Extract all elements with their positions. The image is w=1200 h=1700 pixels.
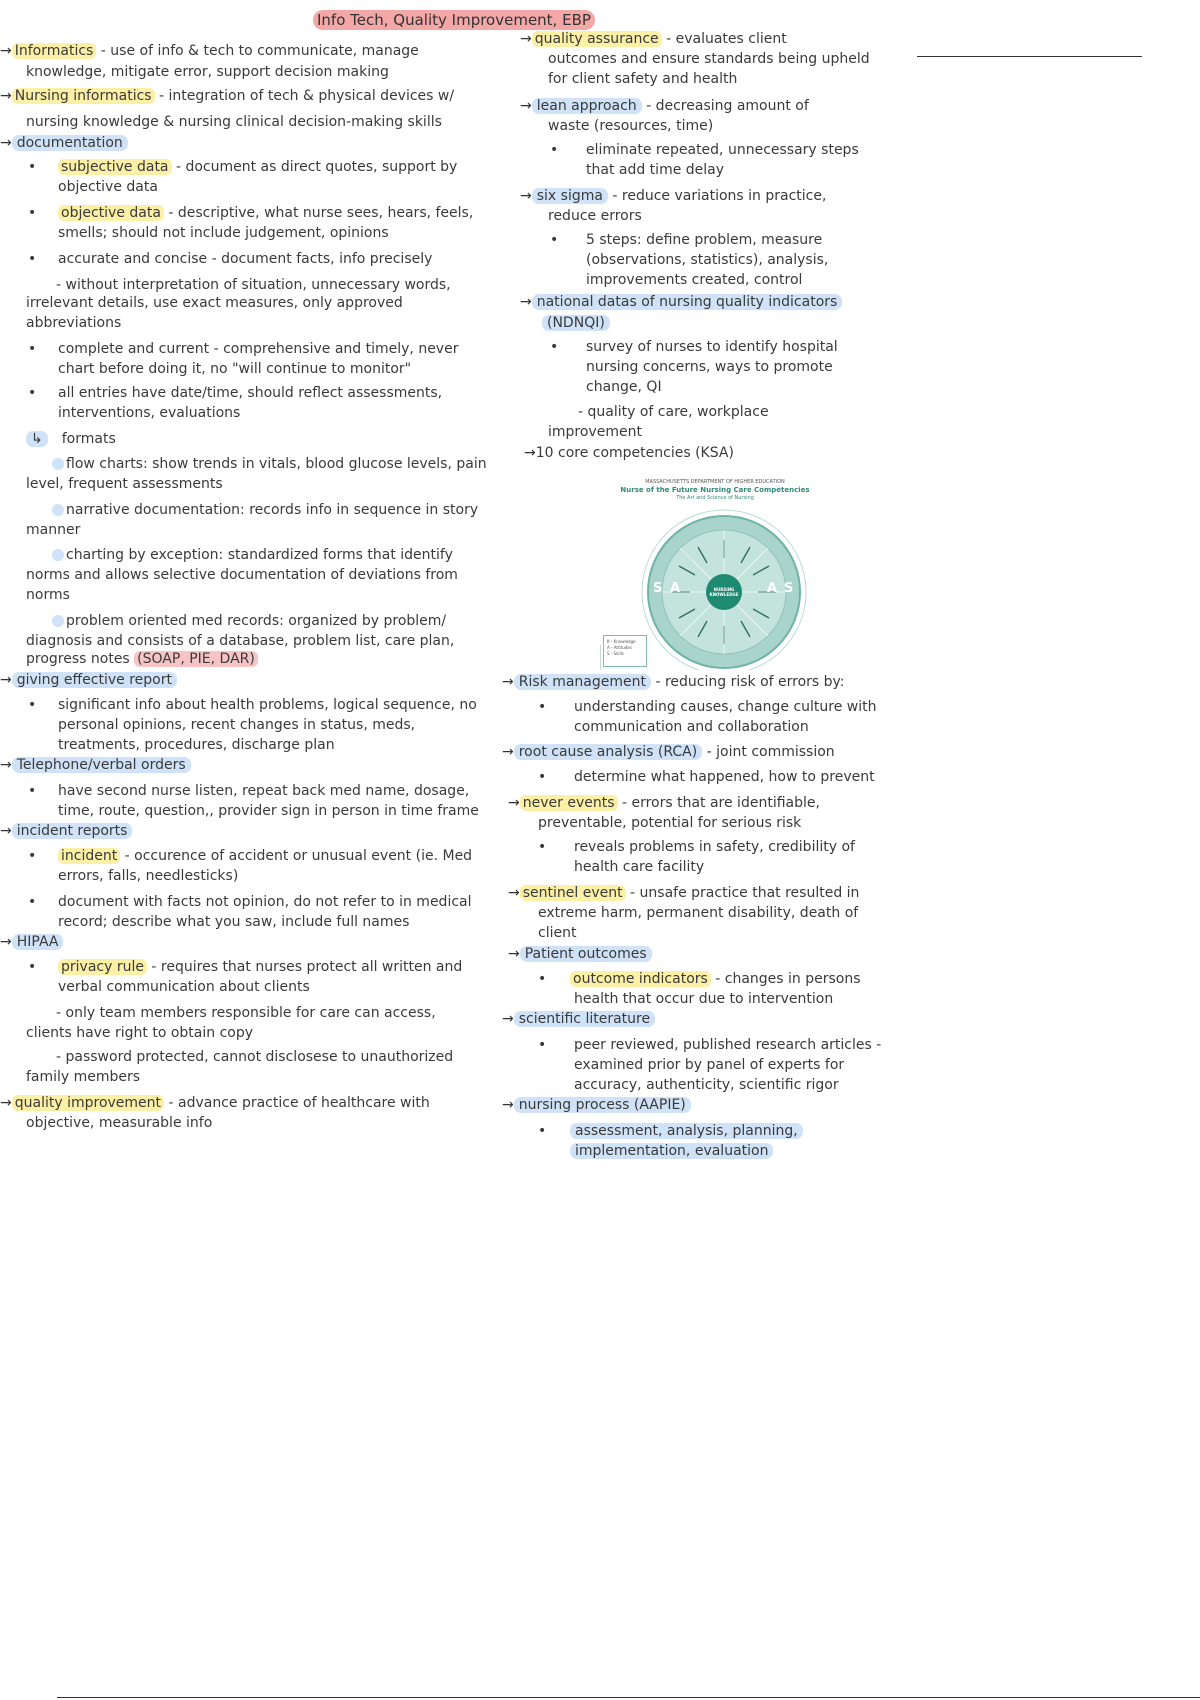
- informatics-cont: knowledge, mitigate error, support decision making: [26, 64, 389, 80]
- arrow-icon: →: [508, 885, 520, 901]
- six-bullet-1: 5 steps: define problem, measure: [586, 232, 823, 248]
- report-line-3: treatments, procedures, discharge plan: [58, 737, 335, 753]
- bullet: •: [538, 839, 547, 855]
- formats-label: formats: [61, 431, 116, 447]
- bullet: •: [28, 894, 37, 910]
- never-bullet-2: health care facility: [574, 859, 705, 875]
- ndnqi-sub-2: improvement: [548, 424, 642, 440]
- ndnqi-line: [520, 292, 842, 312]
- competency-wheel-figure: [600, 470, 830, 670]
- ndnqi-bullet-3: change, QI: [586, 379, 662, 395]
- cbe-line-3: norms: [26, 587, 70, 603]
- bullet: •: [538, 769, 547, 785]
- subjective-def: - document as direct quotes, support by: [171, 159, 458, 175]
- rca-line: [502, 742, 835, 762]
- report-heading: [0, 670, 177, 690]
- without-line-3: abbreviations: [26, 315, 122, 331]
- incident-doc-2: record; describe what you saw, include full names: [58, 914, 410, 930]
- qi-cont: objective, measurable info: [26, 1115, 213, 1131]
- arrow-icon: →: [0, 43, 12, 59]
- subjective-term: subjective data: [58, 159, 172, 175]
- incident-cont: errors, falls, needlesticks): [58, 868, 239, 884]
- six-sigma-def: - reduce variations in practice,: [607, 188, 827, 204]
- ndnqi-bullet-1: survey of nurses to identify hospital: [586, 339, 838, 355]
- entries-line-2: interventions, evaluations: [58, 405, 241, 421]
- bullet: •: [550, 339, 559, 355]
- sci-heading: [502, 1009, 655, 1029]
- password-line-1: - password protected, cannot disclosese to unauthorized: [56, 1049, 454, 1065]
- without-line-2: irrelevant details, use exact measures, only approved: [26, 295, 403, 311]
- arrow-icon: →: [520, 188, 532, 204]
- wheel-letter-a: A: [670, 581, 681, 596]
- incident-doc-1: document with facts not opinion, do not refer to in medical: [58, 894, 472, 910]
- figure-org: MASSACHUSETTS DEPARTMENT OF HIGHER EDUCATION: [645, 479, 785, 485]
- pomr-text: problem oriented med records: organized by problem/: [66, 613, 447, 629]
- dash-marker-icon: [52, 549, 64, 561]
- incident-def: - occurence of accident or unusual event (ie. Med: [120, 848, 473, 864]
- lean-def: - decreasing amount of: [641, 98, 809, 114]
- ndnqi-term: national datas of nursing quality indicators: [532, 294, 843, 310]
- formats-line: [26, 429, 116, 449]
- wheel-key-2: A - Attitudes: [607, 645, 632, 650]
- pomr-line-1: [52, 611, 446, 631]
- bullet: •: [28, 848, 37, 864]
- qa-line-2: outcomes and ensure standards being upheld: [548, 51, 870, 67]
- wheel-letter-s2: S: [784, 581, 794, 596]
- lean-line: [520, 96, 809, 116]
- arrow-icon: →: [0, 823, 12, 839]
- wheel-letter-s: S: [653, 581, 663, 596]
- sentinel-line-2: extreme harm, permanent disability, death of: [538, 905, 859, 921]
- objective-line: [0, 203, 473, 223]
- informatics-line: [0, 41, 419, 61]
- incident-label: incident reports: [12, 823, 133, 839]
- risk-def: - reducing risk of errors by:: [651, 674, 845, 690]
- lean-bullet-2: that add time delay: [586, 162, 725, 178]
- documentation-heading: [0, 133, 128, 153]
- figure-title: Nurse of the Future Nursing Care Competencies: [620, 486, 810, 494]
- risk-line: [502, 672, 845, 692]
- arrow-icon: →: [0, 1095, 12, 1111]
- ksa-label: 10 core competencies (KSA): [535, 445, 734, 461]
- bullet: •: [28, 341, 37, 357]
- bullet: •: [28, 959, 37, 975]
- rca-term: root cause analysis (RCA): [514, 744, 702, 760]
- np-bullet-2: [570, 1141, 773, 1161]
- rca-bullet-1: determine what happened, how to prevent: [574, 769, 875, 785]
- lean-line-2: waste (resources, time): [548, 118, 714, 134]
- arrow-icon: →: [0, 934, 12, 950]
- objective-term: objective data: [58, 205, 164, 221]
- arrow-icon: →: [0, 757, 12, 773]
- sentinel-term: sentinel event: [520, 885, 626, 901]
- incident-heading: [0, 821, 132, 841]
- subjective-cont: objective data: [58, 179, 158, 195]
- cbe-text: charting by exception: standardized forms that identify: [66, 547, 453, 563]
- telephone-line-2: time, route, question,, provider sign in person in time frame: [58, 803, 479, 819]
- bullet: •: [28, 205, 37, 221]
- figure-subtitle: The Art and Science of Nursing: [676, 495, 754, 501]
- never-term: never events: [520, 795, 618, 811]
- bullet: •: [538, 971, 547, 987]
- complete-line-2: chart before doing it, no "will continue to monitor": [58, 361, 412, 377]
- arrow-icon: →: [524, 445, 536, 461]
- password-line-2: family members: [26, 1069, 141, 1085]
- privacy-cont: verbal communication about clients: [58, 979, 310, 995]
- np-bullet-1-text: assessment, analysis, planning,: [570, 1123, 803, 1139]
- qa-term: quality assurance: [532, 31, 662, 47]
- arrow-icon: →: [502, 1097, 514, 1113]
- qa-line-3: for client safety and health: [548, 71, 738, 87]
- pomr-line-3: [0, 649, 258, 669]
- ndnqi-abbrev: [542, 313, 610, 333]
- arrow-icon: →: [520, 98, 532, 114]
- pomr-highlight: (SOAP, PIE, DAR): [134, 651, 258, 667]
- dash-marker-icon: [52, 458, 64, 470]
- bullet: •: [28, 783, 37, 799]
- bottom-rule: [57, 1697, 1200, 1698]
- wheel-letter-a2: A: [767, 581, 778, 596]
- qa-def: - evaluates client: [661, 31, 787, 47]
- telephone-heading: [0, 755, 191, 775]
- privacy-term: privacy rule: [58, 959, 147, 975]
- arrow-icon: →: [508, 795, 520, 811]
- arrow-icon: →: [0, 88, 12, 104]
- never-bullet-1: reveals problems in safety, credibility of: [574, 839, 855, 855]
- cbe-line-1: [52, 545, 453, 565]
- bullet: •: [538, 699, 547, 715]
- qi-line: [0, 1093, 430, 1113]
- arrow-icon: →: [0, 135, 12, 151]
- informatics-term: Informatics: [12, 43, 97, 59]
- pomr-line-2: diagnosis and consists of a database, problem list, care plan,: [26, 633, 455, 649]
- np-heading: [502, 1095, 691, 1115]
- np-label: nursing process (AAPIE): [514, 1097, 691, 1113]
- arrow-icon: →: [502, 1011, 514, 1027]
- accurate-line: accurate and concise - document facts, info precisely: [58, 251, 433, 267]
- bullet: •: [28, 251, 37, 267]
- risk-term: Risk management: [514, 674, 651, 690]
- telephone-line-1: have second nurse listen, repeat back med name, dosage,: [58, 783, 470, 799]
- top-right-rule: [917, 56, 1142, 57]
- entries-line-1: all entries have date/time, should reflect assessments,: [58, 385, 443, 401]
- telephone-label: Telephone/verbal orders: [12, 757, 191, 773]
- sentinel-line-3: client: [538, 925, 577, 941]
- bullet: •: [550, 142, 559, 158]
- outcomes-heading: [508, 944, 652, 964]
- lean-bullet-1: eliminate repeated, unnecessary steps: [586, 142, 859, 158]
- narrative-text: narrative documentation: records info in sequence in story: [66, 502, 479, 518]
- curved-arrow-icon: ↳: [26, 431, 48, 447]
- lean-term: lean approach: [532, 98, 642, 114]
- rca-def: - joint commission: [702, 744, 835, 760]
- np-bullet-1: [570, 1121, 803, 1141]
- ndnqi-abbrev-label: (NDNQI): [542, 315, 610, 331]
- cbe-line-2: norms and allows selective documentation of deviations from: [26, 567, 458, 583]
- narrative-line-2: manner: [26, 522, 81, 538]
- wheel-key-1: K - Knowledge: [607, 639, 636, 644]
- objective-cont: smells; should not include judgement, opinions: [58, 225, 389, 241]
- arrow-icon: →: [520, 31, 532, 47]
- bullet: •: [28, 697, 37, 713]
- outcomes-label: Patient outcomes: [520, 946, 652, 962]
- sci-label: scientific literature: [514, 1011, 655, 1027]
- flow-text: flow charts: show trends in vitals, blood glucose levels, pain: [66, 456, 487, 472]
- nursing-informatics-cont: nursing knowledge & nursing clinical decision-making skills: [26, 114, 442, 130]
- ksa-line: [524, 443, 734, 463]
- never-line: [508, 793, 820, 813]
- arrow-icon: →: [508, 946, 520, 962]
- flow-line-2: level, frequent assessments: [26, 476, 223, 492]
- dash-marker-icon: [52, 504, 64, 516]
- arrow-icon: →: [520, 294, 532, 310]
- never-line-2: preventable, potential for serious risk: [538, 815, 802, 831]
- ndnqi-sub-1: - quality of care, workplace: [578, 404, 769, 420]
- sci-bullet-1: peer reviewed, published research articles -: [574, 1037, 882, 1053]
- bullet: •: [550, 232, 559, 248]
- bullet: •: [28, 385, 37, 401]
- privacy-line: [0, 957, 462, 977]
- without-line-1: - without interpretation of situation, unnecessary words,: [56, 277, 451, 293]
- outcome-indicators-line: [570, 969, 861, 989]
- team-line-1: - only team members responsible for care can access,: [56, 1005, 436, 1021]
- page-title: Info Tech, Quality Improvement, EBP: [313, 8, 595, 32]
- incident-term: incident: [58, 848, 120, 864]
- qa-line: [520, 29, 787, 49]
- complete-line-1: complete and current - comprehensive and timely, never: [58, 341, 459, 357]
- narrative-line-1: [52, 500, 478, 520]
- pomr-text-3: progress notes: [26, 651, 135, 667]
- outcome-indicators-def: - changes in persons: [710, 971, 861, 987]
- arrow-icon: →: [502, 744, 514, 760]
- privacy-def: - requires that nurses protect all written and: [146, 959, 463, 975]
- never-def: - errors that are identifiable,: [617, 795, 820, 811]
- dash-marker-icon: [52, 615, 64, 627]
- wheel-key-3: S - Skills: [607, 651, 624, 656]
- nursing-informatics-line: [0, 86, 454, 106]
- np-bullet-2-text: implementation, evaluation: [570, 1143, 773, 1159]
- report-line-2: personal opinions, recent changes in status, meds,: [58, 717, 416, 733]
- subjective-line: [0, 157, 457, 177]
- hipaa-heading: [0, 932, 63, 952]
- sci-bullet-3: accuracy, authenticity, scientific rigor: [574, 1077, 839, 1093]
- sci-bullet-2: examined prior by panel of experts for: [574, 1057, 845, 1073]
- nursing-informatics-def: - integration of tech & physical devices w/: [154, 88, 455, 104]
- sentinel-def: - unsafe practice that resulted in: [625, 885, 860, 901]
- six-sigma-line-2: reduce errors: [548, 208, 642, 224]
- bullet: •: [538, 1123, 547, 1139]
- qi-term: quality improvement: [12, 1095, 164, 1111]
- incident-line: [0, 846, 472, 866]
- ndnqi-bullet-2: nursing concerns, ways to promote: [586, 359, 833, 375]
- bullet: •: [538, 1037, 547, 1053]
- six-bullet-3: improvements created, control: [586, 272, 803, 288]
- six-sigma-line: [520, 186, 826, 206]
- informatics-def: - use of info & tech to communicate, manage: [96, 43, 419, 59]
- arrow-icon: →: [502, 674, 514, 690]
- outcome-indicators-term: outcome indicators: [570, 971, 711, 987]
- wheel-key-box: [603, 635, 647, 667]
- flow-line-1: [52, 454, 487, 474]
- nursing-informatics-term: Nursing informatics: [12, 88, 155, 104]
- report-line-1: significant info about health problems, logical sequence, no: [58, 697, 477, 713]
- risk-bullet-1: understanding causes, change culture with: [574, 699, 877, 715]
- risk-bullet-2: communication and collaboration: [574, 719, 809, 735]
- arrow-icon: →: [0, 672, 12, 688]
- six-sigma-term: six sigma: [532, 188, 608, 204]
- six-bullet-2: (observations, statistics), analysis,: [586, 252, 829, 268]
- outcomes-line-2: health that occur due to intervention: [574, 991, 834, 1007]
- documentation-label: documentation: [12, 135, 128, 151]
- qi-def: - advance practice of healthcare with: [164, 1095, 430, 1111]
- team-line-2: clients have right to obtain copy: [26, 1025, 254, 1041]
- sentinel-line: [508, 883, 859, 903]
- report-label: giving effective report: [12, 672, 177, 688]
- wheel-core-label: NURSING KNOWLEDGE: [709, 587, 739, 597]
- objective-def: - descriptive, what nurse sees, hears, feels,: [163, 205, 474, 221]
- hipaa-label: HIPAA: [12, 934, 64, 950]
- bullet: •: [28, 159, 37, 175]
